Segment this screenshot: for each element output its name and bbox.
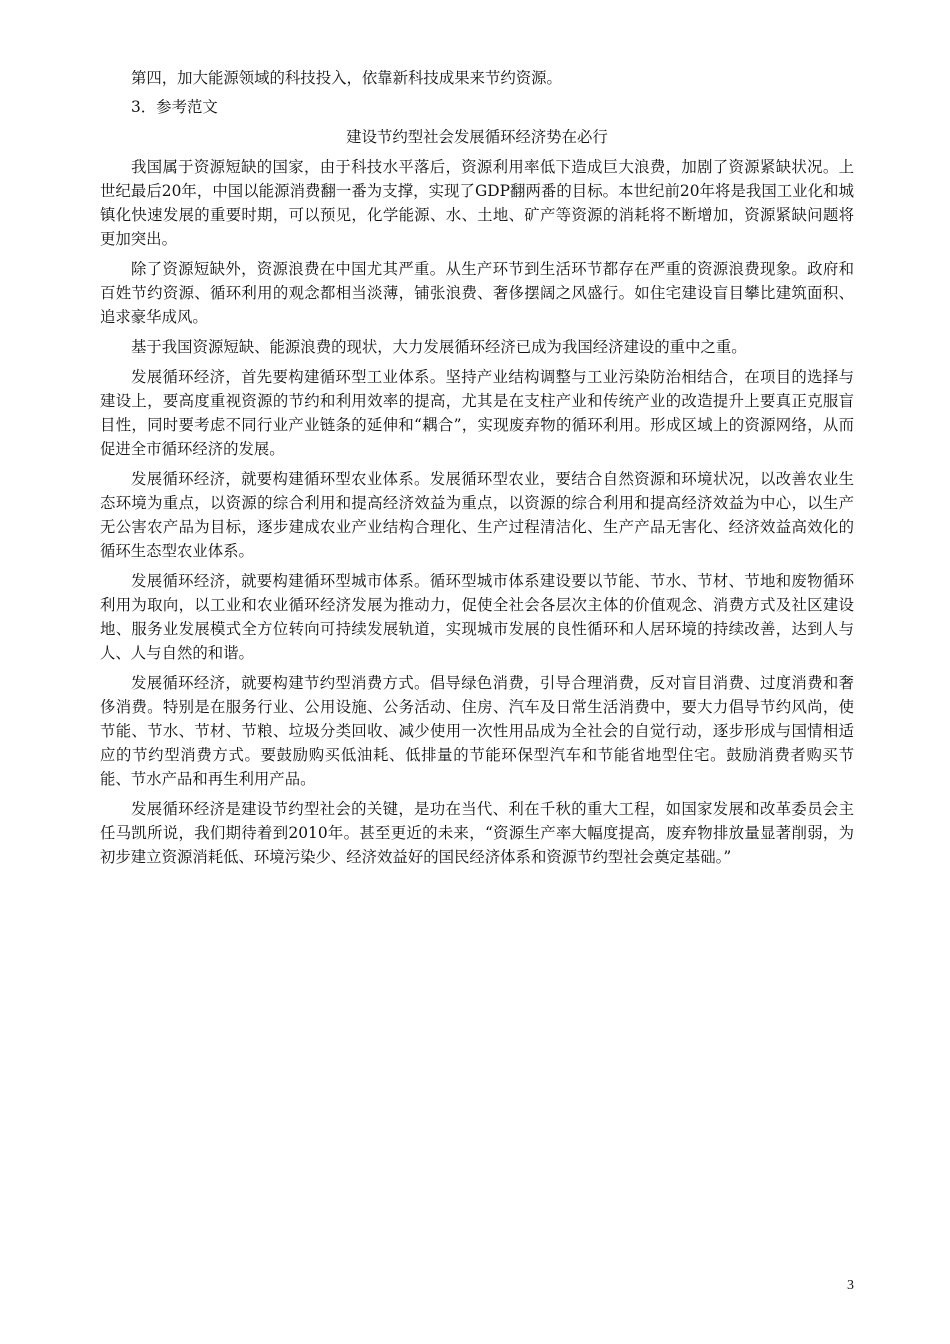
paragraph: 发展循环经济，就要构建节约型消费方式。倡导绿色消费，引导合理消费，反对盲目消费、过度消费和奢侈消费。特别是在服务行业、公用设施、公务活动、住房、汽车及日常生活消费中，要大力倡导节约风尚，使节能、节水、节材、节粮、垃圾分类回收、减少使用一次性用品成为全社会的自觉行动，逐步形成与国情相适应的节约型消费方式。要鼓励购买低油耗、低排量的节能环保型汽车和节能省地型住宅。鼓励消费者购买节能、节水产品和再生利用产品。 (100, 674, 854, 788)
intro-line: 第四，加大能源领域的科技投入，依靠新科技成果来节约资源。 (131, 69, 562, 87)
paragraph: 发展循环经济是建设节约型社会的关键，是功在当代、利在千秋的重大工程，如国家发展和改革委员会主任马凯所说，我们期待着到2010年。甚至更近的未来，“资源生产率大幅度提高，废弃物排放量显著削弱，为初步建立资源消耗低、环境污染少、经济效益好的国民经济体系和资源节约型社会奠定基础。” (100, 800, 854, 866)
paragraph: 发展循环经济，就要构建循环型城市体系。循环型城市体系建设要以节能、节水、节材、节地和废物循环利用为取向，以工业和农业循环经济发展为推动力，促使全社会各层次主体的价值观念、消费方式及社区建设地、服务业发展模式全方位转向可持续发展轨道，实现城市发展的良性循环和人居环境的持续改善，达到人与人、人与自然的和谐。 (100, 572, 854, 662)
paragraph: 除了资源短缺外，资源浪费在中国尤其严重。从生产环节到生活环节都存在严重的资源浪费现象。政府和百姓节约资源、循环利用的观念都相当淡薄，铺张浪费、奢侈摆阔之风盛行。如住宅建设盲目攀比建筑面积、追求豪华成风。 (100, 260, 854, 326)
essay-title: 建设节约型社会发展循环经济势在必行 (346, 128, 608, 146)
paragraph: 发展循环经济，就要构建循环型农业体系。发展循环型农业，要结合自然资源和环境状况，以改善农业生态环境为重点，以资源的综合利用和提高经济效益为重点，以资源的综合利用和提高经济效益为中心，以生产无公害农产品为目标，逐步建成农业产业结构合理化、生产过程清洁化、生产产品无害化、经济效益高效化的循环生态型农业体系。 (100, 470, 854, 560)
page-number: 3 (847, 1278, 854, 1293)
paragraph: 基于我国资源短缺、能源浪费的现状，大力发展循环经济已成为我国经济建设的重中之重。 (131, 338, 747, 356)
section-label: 3．参考范文 (131, 98, 218, 116)
paragraph: 我国属于资源短缺的国家，由于科技水平落后，资源利用率低下造成巨大浪费，加剧了资源紧缺状况。上世纪最后20年，中国以能源消费翻一番为支撑，实现了GDP翻两番的目标。本世纪前20年将是我国工业化和城镇化快速发展的重要时期，可以预见，化学能源、水、土地、矿产等资源的消耗将不断增加，资源紧缺问题将更加突出。 (100, 158, 854, 248)
document-page (100, 66, 854, 875)
paragraph: 发展循环经济，首先要构建循环型工业体系。坚持产业结构调整与工业污染防治相结合，在项目的选择与建设上，要高度重视资源的节约和利用效率的提高，尤其是在支柱产业和传统产业的改造提升上要真正克服盲目性，同时要考虑不同行业产业链条的延伸和“耦合”，实现废弃物的循环利用。形成区域上的资源网络，从而促进全市循环经济的发展。 (100, 368, 854, 458)
